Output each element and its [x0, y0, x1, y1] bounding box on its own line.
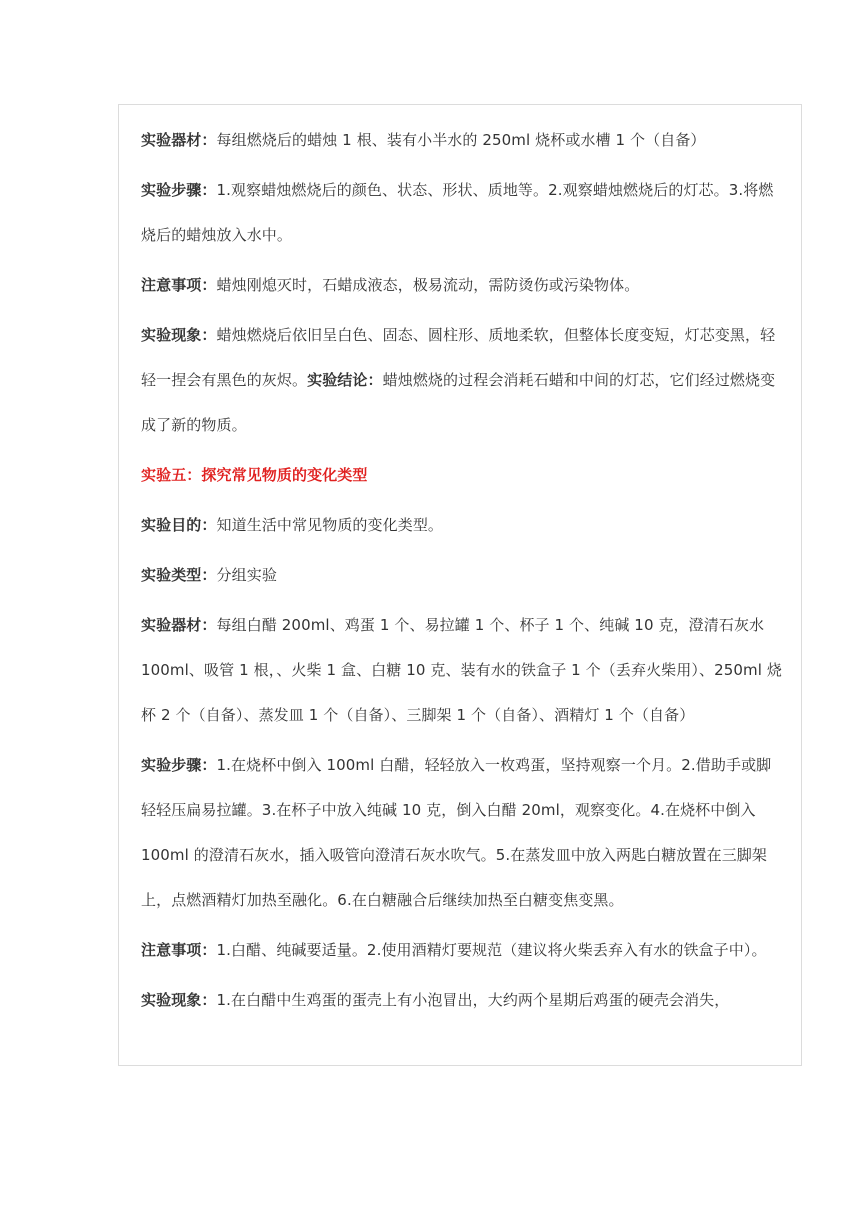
- label-phenomena-2: 实验现象：: [141, 991, 217, 1009]
- document-body: [141, 118, 785, 1028]
- text-purpose: 知道生活中常见物质的变化类型。: [216, 516, 444, 534]
- text-type: 分组实验: [216, 566, 277, 584]
- paragraph-type: [141, 553, 785, 598]
- section-heading: 实验五：探究常见物质的变化类型: [141, 466, 368, 484]
- text-phenomena: 蜡烛燃烧后依旧呈白色、固态、圆柱形、质地柔软，但整体长度变短，灯芯变黑，轻轻一捏会有黑色的灰烬。: [141, 326, 776, 389]
- paragraph-notes-1: [141, 263, 785, 308]
- text-steps: 1.观察蜡烛燃烧后的颜色、状态、形状、质地等。2.观察蜡烛燃烧后的灯芯。3.将燃烧后的蜡烛放入水中。: [141, 181, 774, 244]
- text-notes: 蜡烛刚熄灭时，石蜡成液态，极易流动，需防烫伤或污染物体。: [216, 276, 640, 294]
- text-notes-2: 1.白醋、纯碱要适量。2.使用酒精灯要规范（建议将火柴丢弃入有水的铁盒子中）。: [216, 941, 767, 959]
- paragraph-steps-2: [141, 743, 785, 923]
- paragraph-materials-2: [141, 603, 785, 738]
- label-purpose: 实验目的：: [141, 516, 217, 534]
- paragraph-notes-2: [141, 928, 785, 973]
- text-conclusion: 蜡烛燃烧的过程会消耗石蜡和中间的灯芯，它们经过燃烧变成了新的物质。: [141, 371, 776, 434]
- label-phenomena: 实验现象：: [141, 326, 217, 344]
- paragraph-steps-1: [141, 168, 785, 258]
- text-steps-2: 1.在烧杯中倒入 100ml 白醋，轻轻放入一枚鸡蛋，坚持观察一个月。2.借助手或脚轻轻压扁易拉罐。3.在杯子中放入纯碱 10 克，倒入白醋 20ml，观察变化。4.在烧杯中倒入 100ml 的澄清石灰水，插入吸管向澄清石灰水吹气。5.在蒸发皿中放入两匙白糖放置在三脚架上，点燃酒精灯加热至融化。6.在白糖融合后继续加热至白糖变焦变黑。: [141, 756, 772, 909]
- label-materials-2: 实验器材：: [141, 616, 217, 634]
- label-materials: 实验器材：: [141, 131, 217, 149]
- paragraph-materials-1: [141, 118, 785, 163]
- label-steps-2: 实验步骤：: [141, 756, 217, 774]
- label-notes-2: 注意事项：: [141, 941, 217, 959]
- label-type: 实验类型：: [141, 566, 217, 584]
- label-notes: 注意事项：: [141, 276, 217, 294]
- paragraph-purpose: [141, 503, 785, 548]
- label-conclusion: 实验结论：: [307, 371, 383, 389]
- text-materials: 每组燃烧后的蜡烛 1 根、装有小半水的 250ml 烧杯或水槽 1 个（自备）: [216, 131, 706, 149]
- label-steps: 实验步骤：: [141, 181, 217, 199]
- paragraph-phenomena-1: [141, 313, 785, 448]
- text-materials-2: 每组白醋 200ml、鸡蛋 1 个、易拉罐 1 个、杯子 1 个、纯碱 10 克，澄清石灰水 100ml、吸管 1 根，、火柴 1 盒、白糖 10 克、装有水的铁盒子 1 个（丢弃火柴用）、250ml 烧杯 2 个（自备）、蒸发皿 1 个（自备）、三脚架 1 个（自备）、酒精灯 1 个（自备）: [141, 616, 782, 724]
- paragraph-phenomena-2: [141, 978, 785, 1023]
- text-phenomena-2: 1.在白醋中生鸡蛋的蛋壳上有小泡冒出，大约两个星期后鸡蛋的硬壳会消失，: [216, 991, 730, 1009]
